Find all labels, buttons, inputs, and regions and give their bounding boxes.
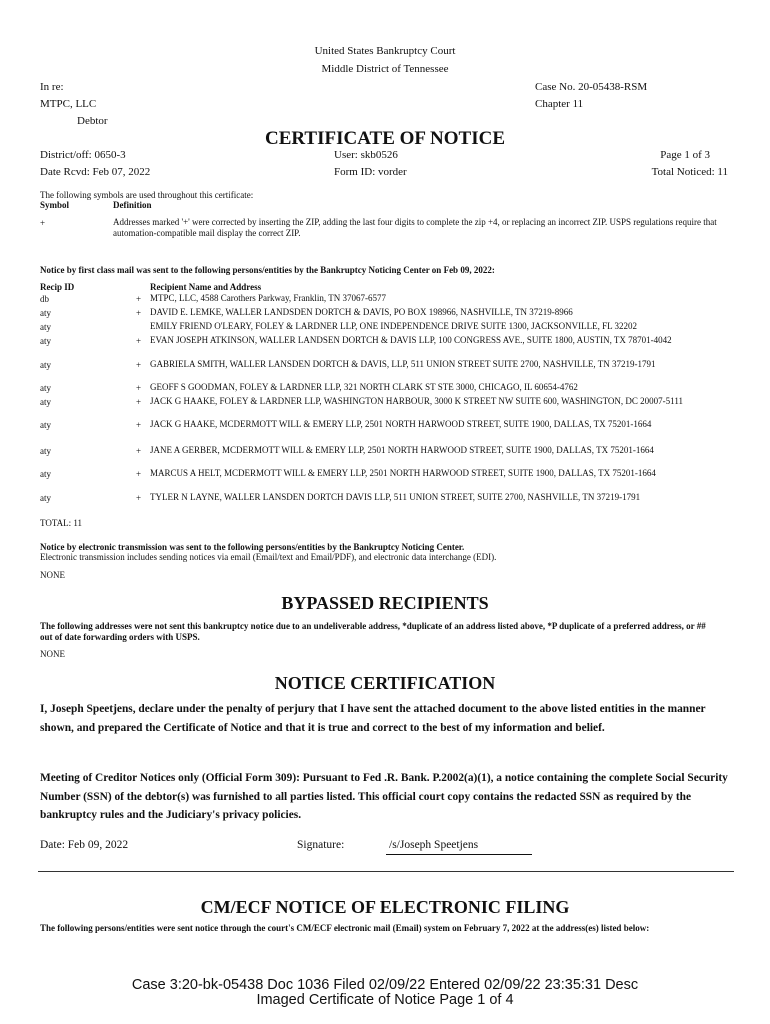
correction-mark: +	[136, 360, 142, 370]
mail-notice-heading: Notice by first class mail was sent to the following persons/entities by the Bankruptcy Noticing Center on Feb 09, 2022:	[40, 265, 495, 275]
case-number: Case No. 20-05438-RSM	[535, 81, 648, 93]
page-title: CERTIFICATE OF NOTICE	[264, 128, 506, 149]
recipient-address: EVAN JOSEPH ATKINSON, WALLER LANDSEN DORTCH & DAVIS LLP, 100 CONGRESS AVE., SUITE 1800, AUSTIN, TX 78701-4042	[150, 335, 672, 345]
recip-id: aty	[40, 469, 51, 479]
correction-mark: +	[136, 446, 142, 456]
certification-declaration: I, Joseph Speetjens, declare under the penalty of perjury that I have sent the attached document to the above listed entities in the manner shown, and prepared the Certificate of Notice and that it is true and correct to the best of my information and belief.	[40, 703, 706, 734]
ecf-title: CM/ECF NOTICE OF ELECTRONIC FILING	[200, 897, 570, 917]
date-received: Date Rcvd: Feb 07, 2022	[40, 166, 151, 178]
recipient-address: GEOFF S GOODMAN, FOLEY & LARDNER LLP, 321 NORTH CLARK ST STE 3000, CHICAGO, IL 60654-4762	[150, 382, 578, 392]
recipient-address: TYLER N LAYNE, WALLER LANSDEN DORTCH DAVIS LLP, 511 UNION STREET, SUITE 2700, NASHVILLE, TN 37219-1791	[150, 492, 641, 502]
court-name: United States Bankruptcy Court	[314, 45, 456, 57]
signature-line	[386, 854, 532, 855]
signature: /s/Joseph Speetjens	[389, 839, 479, 851]
electronic-notice-value: NONE	[40, 570, 65, 580]
chapter: Chapter 11	[535, 98, 584, 110]
recipient-address: JANE A GERBER, MCDERMOTT WILL & EMERY LLP, 2501 NORTH HARWOOD STREET, SUITE 1900, DALLAS, TX 75201-1664	[150, 445, 654, 455]
debtor-label: Debtor	[77, 115, 108, 127]
recip-id: aty	[40, 420, 51, 430]
case-stamp-line1: Case 3:20-bk-05438 Doc 1036 Filed 02/09/22 Entered 02/09/22 23:35:31 Desc	[131, 977, 639, 993]
form-id: Form ID: vorder	[334, 166, 407, 178]
correction-mark: +	[136, 308, 142, 318]
section-divider	[38, 871, 734, 872]
recip-id: aty	[40, 336, 51, 346]
electronic-notice-subheading: Electronic transmission includes sending notices via email (Email/text and Email/PDF), and electronic data interchange (EDI).	[40, 552, 497, 562]
symbol-column-header: Symbol	[40, 200, 70, 210]
district-office: District/off: 0650-3	[40, 149, 126, 161]
in-re-label: In re:	[40, 81, 64, 93]
user-id: User: skb0526	[334, 149, 398, 161]
recip-id: aty	[40, 308, 51, 318]
electronic-notice-heading: Notice by electronic transmission was sent to the following persons/entities by the Bankruptcy Noticing Center.	[40, 542, 465, 552]
recip-id: aty	[40, 322, 51, 332]
symbols-intro: The following symbols are used throughout this certificate:	[40, 190, 254, 200]
recipient-address: MTPC, LLC, 4588 Carothers Parkway, Franklin, TN 37067-6577	[150, 293, 386, 303]
recipient-address: DAVID E. LEMKE, WALLER LANDSDEN DORTCH & DAVIS, PO BOX 198966, NASHVILLE, TN 37219-8966	[150, 307, 573, 317]
correction-mark: +	[136, 336, 142, 346]
recipient-header: Recipient Name and Address	[150, 282, 262, 292]
bypassed-title: BYPASSED RECIPIENTS	[281, 593, 489, 613]
bypassed-text: The following addresses were not sent this bankruptcy notice due to an undeliverable address, *duplicate of an address listed above, *P duplicate of a preferred address, or ## out of date forwarding orders with USPS.	[40, 621, 706, 642]
symbol-plus: +	[40, 218, 46, 228]
recip-id: aty	[40, 493, 51, 503]
meeting-creditor-notice: Meeting of Creditor Notices only (Official Form 309): Pursuant to Fed .R. Bank. P.2002(a)(1), a notice containing the complete Social Security Number (SSN) of the debtor(s) was furnished to all parties listed. This official court copy contains the redacted SSN as required by the bankruptcy rules and the Judiciary's privacy policies.	[40, 772, 728, 821]
recip-id: aty	[40, 383, 51, 393]
recipient-address: EMILY FRIEND O'LEARY, FOLEY & LARDNER LLP, ONE INDEPENDENCE DRIVE SUITE 1300, JACKSONVILLE, FL 32202	[150, 321, 638, 331]
recip-id: aty	[40, 360, 51, 370]
page-count: Page 1 of 3	[660, 149, 710, 161]
case-stamp-line2: Imaged Certificate of Notice Page 1 of 4	[256, 992, 514, 1008]
definition-column-header: Definition	[113, 200, 152, 210]
recip-id: db	[40, 294, 49, 304]
recipient-address: JACK G HAAKE, MCDERMOTT WILL & EMERY LLP, 2501 NORTH HARWOOD STREET, SUITE 1900, DALLAS, TX 75201-1664	[150, 419, 652, 429]
recip-id-header: Recip ID	[40, 282, 75, 292]
correction-mark: +	[136, 469, 142, 479]
recipient-address: GABRIELA SMITH, WALLER LANSDEN DORTCH & DAVIS, LLP, 511 UNION STREET SUITE 2700, NASHVILLE, TN 37219-1791	[150, 359, 656, 369]
recip-id: aty	[40, 446, 51, 456]
ecf-text: The following persons/entities were sent notice through the court's CM/ECF electronic mail (Email) system on February 7, 2022 at the address(es) listed below:	[40, 923, 650, 933]
correction-mark: +	[136, 493, 142, 503]
certification-title: NOTICE CERTIFICATION	[274, 673, 496, 693]
correction-mark: +	[136, 383, 142, 393]
symbol-definition: Addresses marked '+' were corrected by inserting the ZIP, adding the last four digits to complete the zip +4, or replacing an incorrect ZIP. USPS regulations require that automation-compatible mail display the correct ZIP.	[113, 217, 717, 238]
recipient-address: JACK G HAAKE, FOLEY & LARDNER LLP, WASHINGTON HARBOUR, 3000 K STREET NW SUITE 600, WASHINGTON, DC 20007-5111	[150, 396, 684, 406]
bypassed-value: NONE	[40, 649, 65, 659]
total-noticed: Total Noticed: 11	[651, 166, 728, 178]
signature-label: Signature:	[297, 839, 345, 851]
court-district: Middle District of Tennessee	[321, 63, 449, 75]
correction-mark: +	[136, 397, 142, 407]
debtor-name: MTPC, LLC	[40, 98, 97, 110]
recipient-address: MARCUS A HELT, MCDERMOTT WILL & EMERY LLP, 2501 NORTH HARWOOD STREET, SUITE 1900, DALLAS, TX 75201-1664	[150, 468, 656, 478]
correction-mark: +	[136, 294, 142, 304]
certification-date: Date: Feb 09, 2022	[40, 839, 129, 851]
recip-id: aty	[40, 397, 51, 407]
correction-mark: +	[136, 420, 142, 430]
mail-total: TOTAL: 11	[40, 518, 83, 528]
